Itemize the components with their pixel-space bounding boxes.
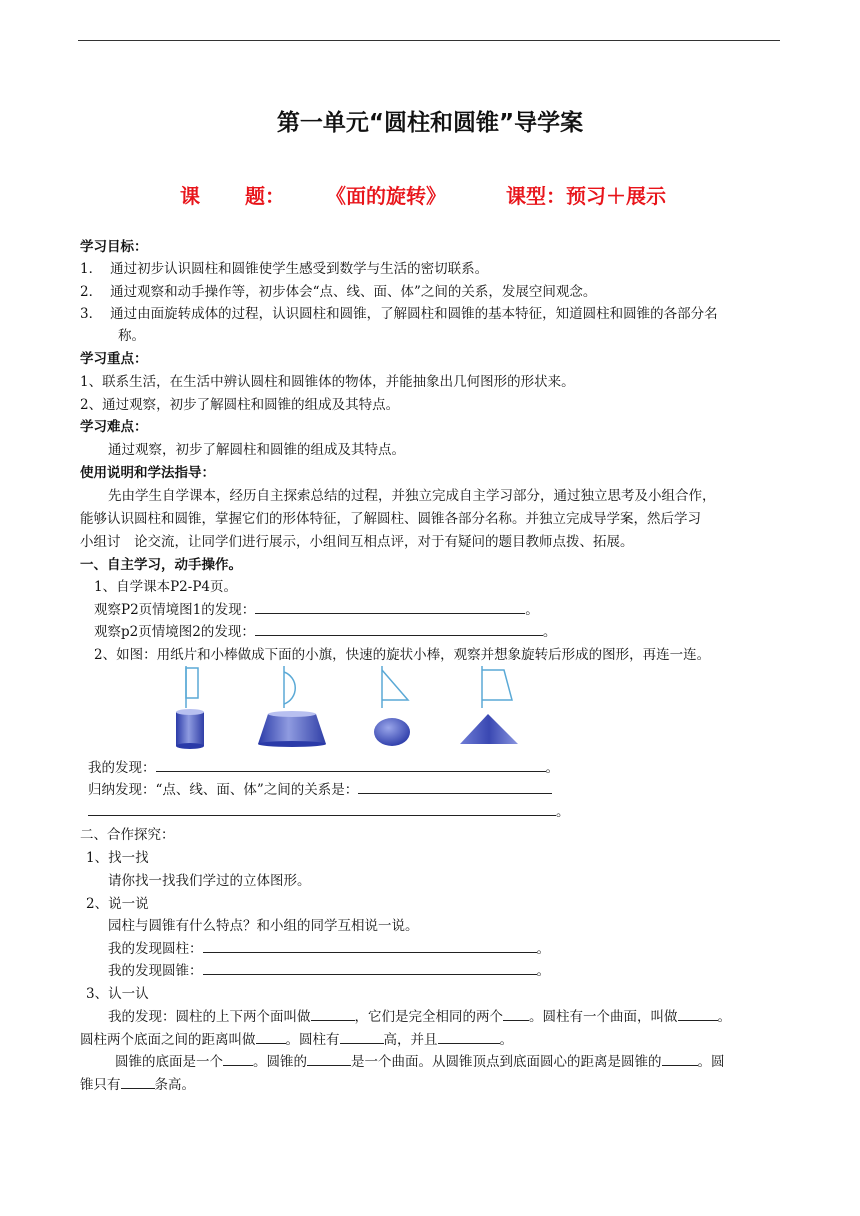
blank-cone-count[interactable] [121,1076,155,1089]
goal-3-cont: 称。 [118,328,145,344]
section1-step2: 2、如图：用纸片和小棒做成下面的小旗，快速的旋状小棒，观察并想象旋转后形成的图形，再连一连。 [94,647,711,663]
blank-lateral[interactable] [678,1008,718,1021]
blank-cone-base[interactable] [223,1053,253,1066]
say-text: 园柱与圆锥有什么特点？和小组的同学互相说一说。 [108,918,419,934]
know-line-4: 锥只有 条高。 [80,1077,195,1093]
blank-base-name[interactable] [311,1008,355,1021]
know-line-1: 我的发现：圆柱的上下两个面叫做 ，它们是完全相同的两个 。圆柱有一个曲面，叫做 。 [108,1009,731,1025]
blank-cone[interactable] [203,962,537,975]
top-rule [78,40,780,41]
guide-line-2: 能够认识圆柱和圆锥，掌握它们的形体特征，了解圆柱、圆锥各部分名称。并独立完成导学案，然后学习 [80,511,701,527]
cylinder-shape [176,709,204,749]
blank-observe-2[interactable] [255,623,543,636]
solids-illustration [170,700,530,752]
subtitle-type: 课型：预习＋展示 [506,184,666,208]
goals-heading: 学习目标： [80,239,148,255]
know-line-2: 圆柱两个底面之间的距离叫做 。圆柱有 高，并且 。 [80,1032,513,1048]
blank-cylinder[interactable] [203,940,537,953]
blank-observe-1[interactable] [255,601,525,614]
guide-heading: 使用说明和学法指导： [80,465,215,481]
blank-count[interactable] [340,1031,384,1044]
say-title: 2、说一说 [86,896,149,912]
observe-2: 观察p2页情境图2的发现： 。 [94,624,557,640]
summary-cont: 。 [88,803,570,821]
blank-summary-2[interactable] [88,803,556,816]
section2-heading: 二、合作探究： [80,827,175,843]
know-line-3: 圆锥的底面是一个 。圆锥的 是一个曲面。从圆锥顶点到底面圆心的距离是圆锥的 。圆 [115,1054,725,1070]
summary-finding: 归纳发现：“点、线、面、体”之间的关系是： [88,781,552,799]
blank-shape[interactable] [503,1008,529,1021]
find-title: 1、找一找 [86,850,149,866]
difficulty-heading: 学习难点： [80,419,148,435]
cone-finding: 我的发现圆锥： 。 [108,963,550,979]
key-points-heading: 学习重点： [80,351,148,367]
cone-shape [460,714,518,744]
sphere-shape [374,718,410,746]
blank-cone-side[interactable] [307,1053,351,1066]
observe-1: 观察P2页情境图1的发现： 。 [94,602,539,618]
my-finding: 我的发现： 。 [88,760,559,776]
guide-line-1: 先由学生自学课本，经历自主探索总结的过程，并独立完成自主学习部分，通过独立思考及小组合作， [108,488,716,504]
subtitle-ke: 课 [180,184,200,208]
cylinder-finding: 我的发现圆柱： 。 [108,941,550,957]
subtitle-topic: 《面的旋转》 [326,184,446,208]
subtitle-ti: 题： [245,184,285,208]
section1-heading: 一、自主学习，动手操作。 [80,557,242,573]
goal-1: 1． 通过初步认识圆柱和圆锥使学生感受到数学与生活的密切联系。 [80,261,489,277]
blank-property[interactable] [438,1031,500,1044]
blank-height[interactable] [256,1031,286,1044]
blank-summary-1[interactable] [358,781,552,794]
blank-cone-height[interactable] [662,1053,698,1066]
section1-step1: 1、自学课本P2-P4页。 [94,579,237,595]
difficulty-text: 通过观察，初步了解圆柱和圆锥的组成及其特点。 [108,442,405,458]
guide-line-3: 小组讨 论交流，让同学们进行展示，小组间互相点评，对于有疑问的题目教师点拨、拓展。 [80,534,634,550]
document-title: 第一单元“圆柱和圆锥”导学案 [276,110,584,136]
key-point-1: 1、联系生活，在生活中辨认圆柱和圆锥体的物体，并能抽象出几何图形的形状来。 [80,374,575,390]
goal-3: 3． 通过由面旋转成体的过程，认识圆柱和圆锥，了解圆柱和圆锥的基本特征，知道圆柱和圆锥的各部分名 [80,306,718,322]
goal-2: 2． 通过观察和动手操作等，初步体会“点、线、面、体”之间的关系，发展空间观念。 [80,284,597,300]
frustum-shape [258,711,326,747]
know-title: 3、认一认 [86,986,149,1002]
blank-finding[interactable] [156,759,546,772]
find-text: 请你找一找我们学过的立体图形。 [108,873,311,889]
key-point-2: 2、通过观察，初步了解圆柱和圆锥的组成及其特点。 [80,397,400,413]
